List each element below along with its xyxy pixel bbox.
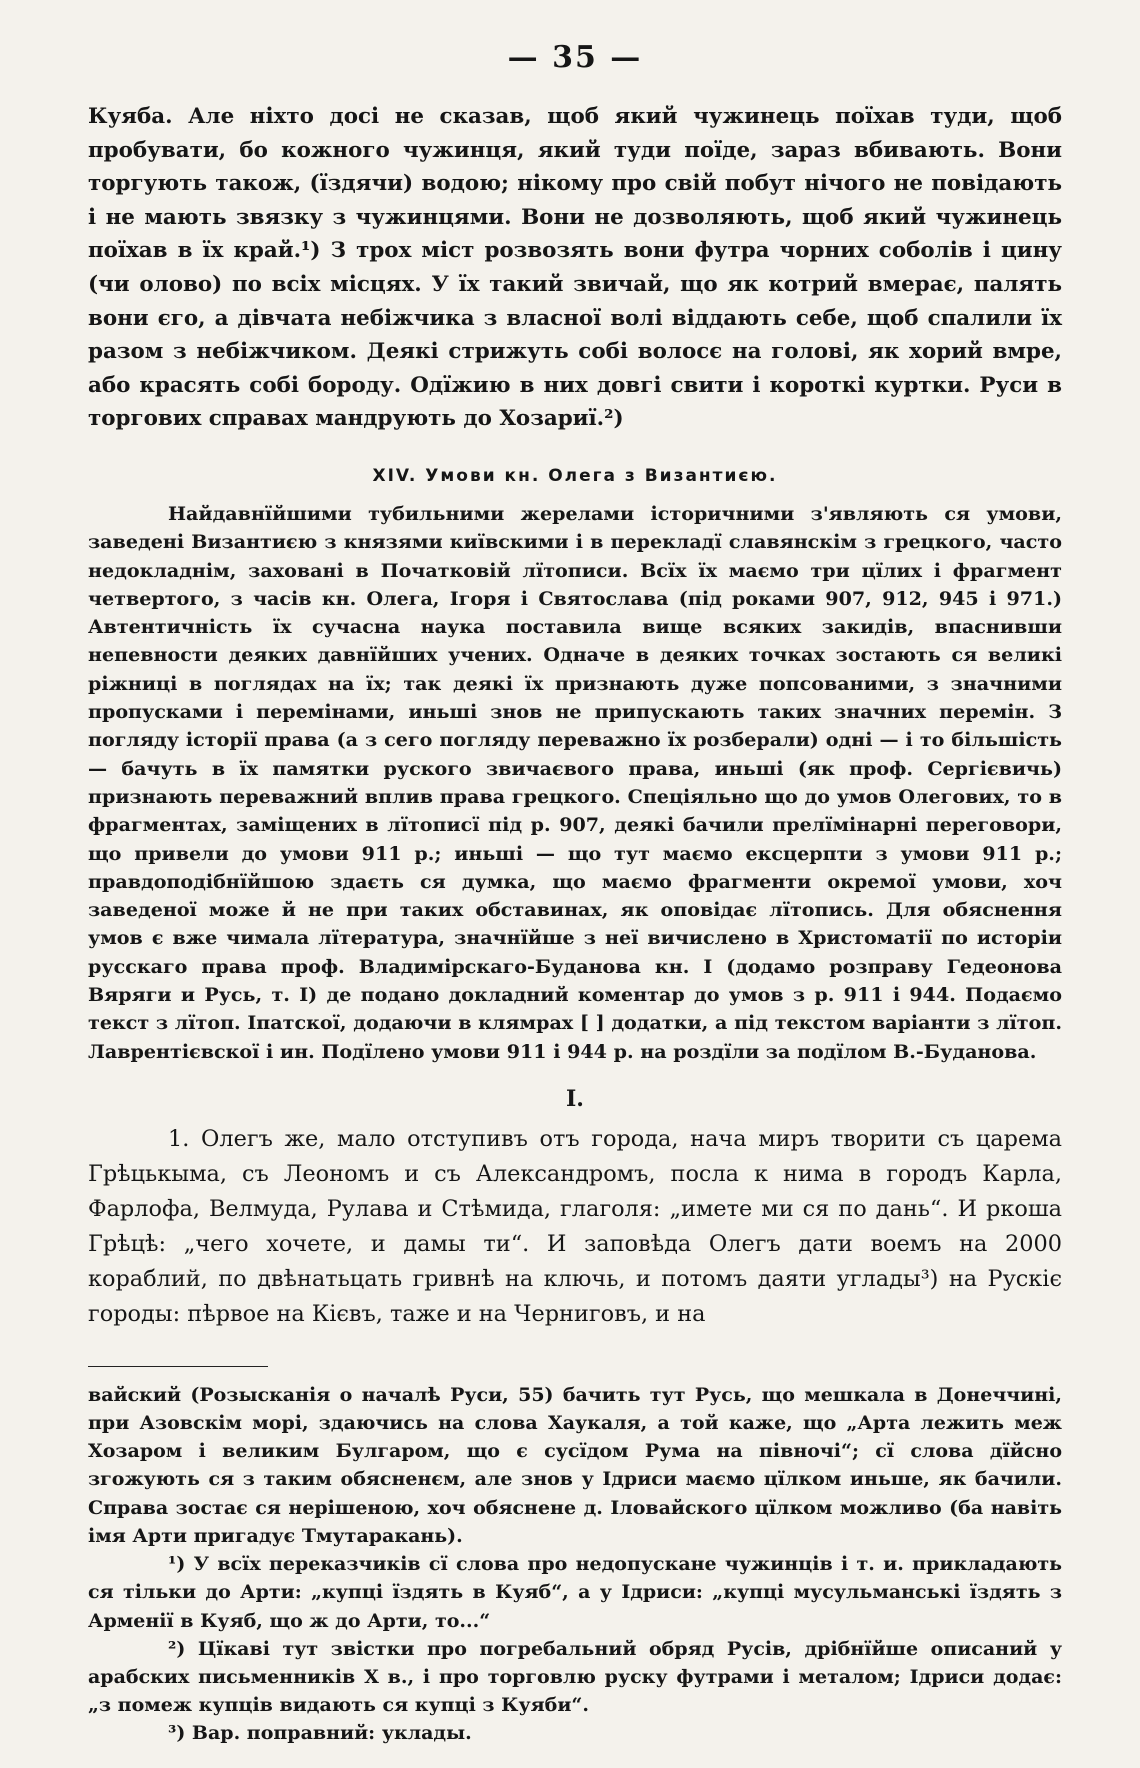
footnote-3: ³) Вар. поправний: уклады. (168, 1722, 472, 1745)
section-heading: XIV. Умови кн. Олега з Византиєю. (372, 465, 778, 486)
footnote-2: ²) Цїкаві тут звістки про погребальний обряд Русів, дрібнїйше описаний у арабских письменників X в., і про торговлю руску футрами і металом; Ідриси додає: „з помеж купців видають ся купці з Куяби“. (88, 1637, 1062, 1717)
treaty-text-paragraph: 1. Олегъ же, мало отступивъ отъ города, нача миръ творити съ царема Грѣцькыма, съ Леономъ и съ Александромъ, посла к нима в городъ Карла, Фарлофа, Велмуда, Рулава и Стѣмида, глаголя: „имете ми ся по дань“. И ркоша Грѣцѣ: „чего хочете, и дамы ти“. И заповѣда Олегъ дати воемъ на 2000 кораблий, по двѣнатьцать гривнѣ на ключь, и потомъ даяти углады³) на Рускіє городы: пѣрвое на Кієвъ, таже и на Черниговъ, и на (88, 1125, 1062, 1327)
sources-paragraph: Найдавнїйшими тубильними жерелами історичними з'являють ся умови, заведені Византиєю з князями київскими і в перекладї славянскім з грецкого, часто недокладнім, заховані в Початковій лїтописи. Всїх їх маємо три цїлих і фрагмент четвертого, з часів кн. Олега, Ігоря і Святослава (під роками 907, 912, 945 і 971.) Автентичність їх сучасна наука поставила вище всяких закидів, впаснивши непевности деяких давнїйших учених. Одначе в деяких точках зостають ся великі ріжниці в поглядах на їх; так деякі їх признають дуже попсованими, з значними пропусками і перемінами, иньші знов не припускають таких значних перемін. З погляду історії права (а з сего погляду переважно їх розберали) одні — і то більшість — бачуть в їх памятки руского звичаєвого права, иньші (як проф. Сергієвичь) признають переважний вплив права грецкого. Спеціяльно що до умов Олегових, то в фрагментах, заміщених в лїтописї під р. 907, деякі бачили прелїмінарні переговори, що привели до умови 911 р.; иньші — що тут маємо ексцерпти з умови 911 р.; правдоподібнїйшою здаєть ся думка, що маємо фрагменти окремої умови, хоч заведеної може й не при таких обставинах, як оповідає лїтопись. Для обяснення умов є вже чимала лїтература, значнїйше з неї вичислено в Христоматії по исторіи русскаго права проф. Владимірскаго-Буданова кн. І (додамо розправу Гедеонова Вяряги и Русь, т. І) де подано докладний коментар до умов з р. 911 і 944. Подаємо текст з лїтоп. Іпатскої, додаючи в клямрах [ ] додатки, а під текстом варіанти з лїтоп. Лаврентієвскої і ин. Подїлено умови 911 і 944 р. на роздїли за подїлом В.-Буданова. (88, 501, 1062, 1063)
footnote-divider (88, 1366, 268, 1367)
chapter-numeral: I. (566, 1085, 584, 1112)
footnote-1: ¹) У всїх переказчиків сї слова про недопускане чужинців і т. и. прикладають ся тільки до Арти: „купці їздять в Куяб“, а у Ідриси: „купці мусульманські їздять з Арменії в Куяб, що ж до Арти, то...“ (88, 1553, 1062, 1632)
page-number: — 35 — (507, 40, 643, 75)
intro-paragraph: Куяба. Але ніхто досі не сказав, щоб який чужинець поїхав туди, щоб пробувати, бо кожного чужинця, який туди поїде, зараз вбивають. Вони торгують також, (їздячи) водою; нікому про свій побут нічого не повідають і не мають звязку з чужинцями. Вони не дозволяють, щоб який чужинець поїхав в їх край.¹) З трох міст розвозять вони футра чорних соболів і цину (чи олово) по всіх місцях. У їх такий звичай, що як котрий вмерає, палять вони єго, а дівчата небіжчика з власної волі віддають себе, щоб спалили їх разом з небіжчиком. Деякі стрижуть собі волосє на голові, як хорий вмре, або красять собі бороду. Одїжию в них довгі свити і короткі куртки. Руси в торгових справах мандрують до Хозариї.²) (88, 104, 1062, 432)
footnote-continuation: вайский (Розысканія о началѣ Руси, 55) бачить тут Русь, що мешкала в Донеччині, при Азовскім морі, здаючись на слова Хаукаля, а той каже, що „Арта лежить меж Хозаром і великим Булгаром, що є сусїдом Рума на півночі“; сї слова дїйсно згожують ся з таким обясненєм, але знов у Ідриси маємо цїлком иньше, як бачили. Справа зостає ся нерішеною, хоч обяснене д. Іловайского цїлком можливо (ба навіть імя Арти пригадує Тмутаракань). (88, 1383, 1062, 1547)
